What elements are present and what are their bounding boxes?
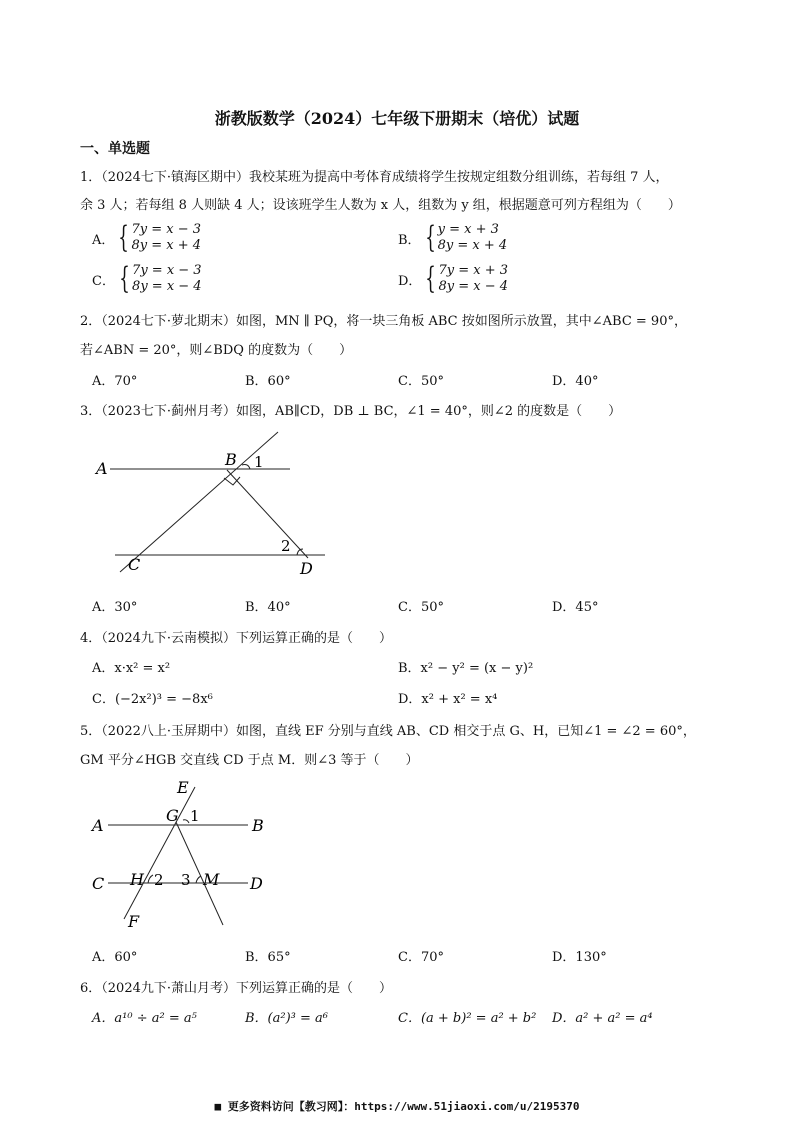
section-heading: 一、单选题: [80, 141, 150, 157]
q5-figure: [86, 775, 276, 935]
q1-option-d-eq2: 8y = x − 4: [438, 279, 509, 294]
q3-option-c[interactable]: C．50°: [398, 600, 444, 615]
point-a-label: A: [92, 816, 104, 835]
page-title: 浙教版数学（2024）七年级下册期末（培优）试题: [214, 109, 580, 128]
q4-option-b[interactable]: B．x² − y² = (x − y)²: [398, 661, 534, 676]
footer-link[interactable]: ■ 更多资料访问【教习网】：https://www.51jiaoxi.com/u/2195370: [214, 1100, 580, 1113]
q6-option-c[interactable]: C．(a + b)² = a² + b²: [398, 1011, 537, 1026]
q2-option-a[interactable]: A．70°: [92, 374, 138, 389]
q2-option-c[interactable]: C．50°: [398, 374, 444, 389]
q4-option-c[interactable]: C．(−2x²)³ = −8x⁶: [92, 692, 213, 707]
point-b-label: B: [252, 816, 264, 835]
q5-stem-line1: 5．（2022八上·玉屏期中）如图，直线 EF 分别与直线 AB、CD 相交于点 G、H，已知∠1 = ∠2 = 60°，: [80, 724, 696, 739]
q4-option-a[interactable]: A．x·x² = x²: [92, 661, 171, 676]
line-bd: [227, 470, 308, 558]
q1-option-b-label: B．: [398, 232, 421, 248]
q1-option-b-eq2: 8y = x + 4: [437, 238, 508, 253]
point-m-label: M: [203, 870, 220, 889]
point-f-label: F: [128, 912, 140, 931]
q1-option-c-label: C．: [92, 273, 115, 289]
angle1-arc: [242, 465, 250, 470]
q2-option-d[interactable]: D．40°: [552, 374, 599, 389]
point-b-label: B: [225, 450, 237, 469]
brace-icon: {: [425, 261, 437, 296]
angle3-label: 3: [181, 871, 191, 889]
q1-option-d[interactable]: [398, 263, 508, 295]
line-ef: [124, 787, 195, 919]
q1-stem-line2: 余 3 人；若每组 8 人则缺 4 人；设该班学生人数为 x 人，组数为 y 组，根据题意可列方程组为（ ）: [80, 198, 681, 213]
q6-option-b[interactable]: B．(a²)³ = a⁶: [245, 1011, 328, 1026]
q3-option-b[interactable]: B．40°: [245, 600, 291, 615]
q1-option-c-eq1: 7y = x − 3: [132, 263, 202, 278]
q3-option-d[interactable]: D．45°: [552, 600, 599, 615]
q5-option-b[interactable]: B．65°: [245, 950, 291, 965]
q6-option-d[interactable]: D．a² + a² = a⁴: [552, 1011, 653, 1026]
point-c-label: C: [128, 555, 141, 574]
q4-stem-line1: 4．（2024九下·云南模拟）下列运算正确的是（ ）: [80, 631, 392, 646]
q3-option-a[interactable]: A．30°: [92, 600, 138, 615]
q6-option-a[interactable]: A．a¹⁰ ÷ a² = a⁵: [92, 1011, 197, 1026]
angle2-label: 2: [281, 537, 291, 555]
q1-option-b[interactable]: [398, 222, 507, 254]
brace-icon: {: [119, 261, 130, 296]
q1-option-d-eq1: 7y = x + 3: [438, 263, 509, 278]
q2-stem-line2: 若∠ABN = 20°，则∠BDQ 的度数为（ ）: [80, 343, 353, 358]
q4-option-d[interactable]: D．x² + x² = x⁴: [398, 692, 498, 707]
q1-option-a-eq2: 8y = x + 4: [131, 238, 202, 253]
q3-stem-line1: 3．（2023七下·蓟州月考）如图，AB∥CD，DB ⊥ BC，∠1 = 40°，则∠2 的度数是（ ）: [80, 404, 622, 419]
point-d-label: D: [250, 874, 263, 893]
point-c-label: C: [92, 874, 105, 893]
angle1-label: 1: [190, 807, 200, 825]
q1-option-a-eq1: 7y = x − 3: [131, 222, 202, 237]
q1-option-c-eq2: 8y = x − 4: [132, 279, 202, 294]
point-d-label: D: [300, 559, 313, 578]
angle1-arc: [183, 820, 189, 823]
q1-option-b-eq1: y = x + 3: [437, 222, 499, 237]
brace-icon: {: [424, 220, 436, 255]
q5-stem-line2: GM 平分∠HGB 交直线 CD 于点 M．则∠3 等于（ ）: [80, 753, 419, 768]
point-g-label: G: [166, 806, 179, 825]
q2-stem-line1: 2．（2024七下·萝北期末）如图，MN ∥ PQ，将一块三角板 ABC 按如图所示放置，其中∠ABC = 90°，: [80, 314, 687, 329]
q3-figure: [90, 425, 340, 585]
q5-option-c[interactable]: C．70°: [398, 950, 444, 965]
point-a-label: A: [96, 459, 108, 478]
angle1-label: 1: [254, 453, 264, 471]
q5-option-a[interactable]: A．60°: [92, 950, 138, 965]
q6-stem-line1: 6．（2024九下·萧山月考）下列运算正确的是（ ）: [80, 981, 392, 996]
q1-option-a-label: A．: [92, 232, 115, 248]
angle2-arc: [148, 875, 153, 883]
q1-stem-line1: 1．（2024七下·镇海区期中）我校某班为提高中考体育成绩将学生按规定组数分组训练，若每组 7 人，: [80, 170, 669, 185]
point-h-label: H: [130, 870, 144, 889]
brace-icon: {: [118, 220, 130, 255]
q1-option-d-label: D．: [398, 273, 422, 289]
angle3-arc: [196, 876, 201, 883]
q5-option-d[interactable]: D．130°: [552, 950, 607, 965]
q1-option-a[interactable]: [92, 222, 201, 254]
q2-option-b[interactable]: B．60°: [245, 374, 291, 389]
point-e-label: E: [177, 778, 189, 797]
q1-option-c[interactable]: [92, 263, 202, 295]
angle2-label: 2: [154, 871, 164, 889]
